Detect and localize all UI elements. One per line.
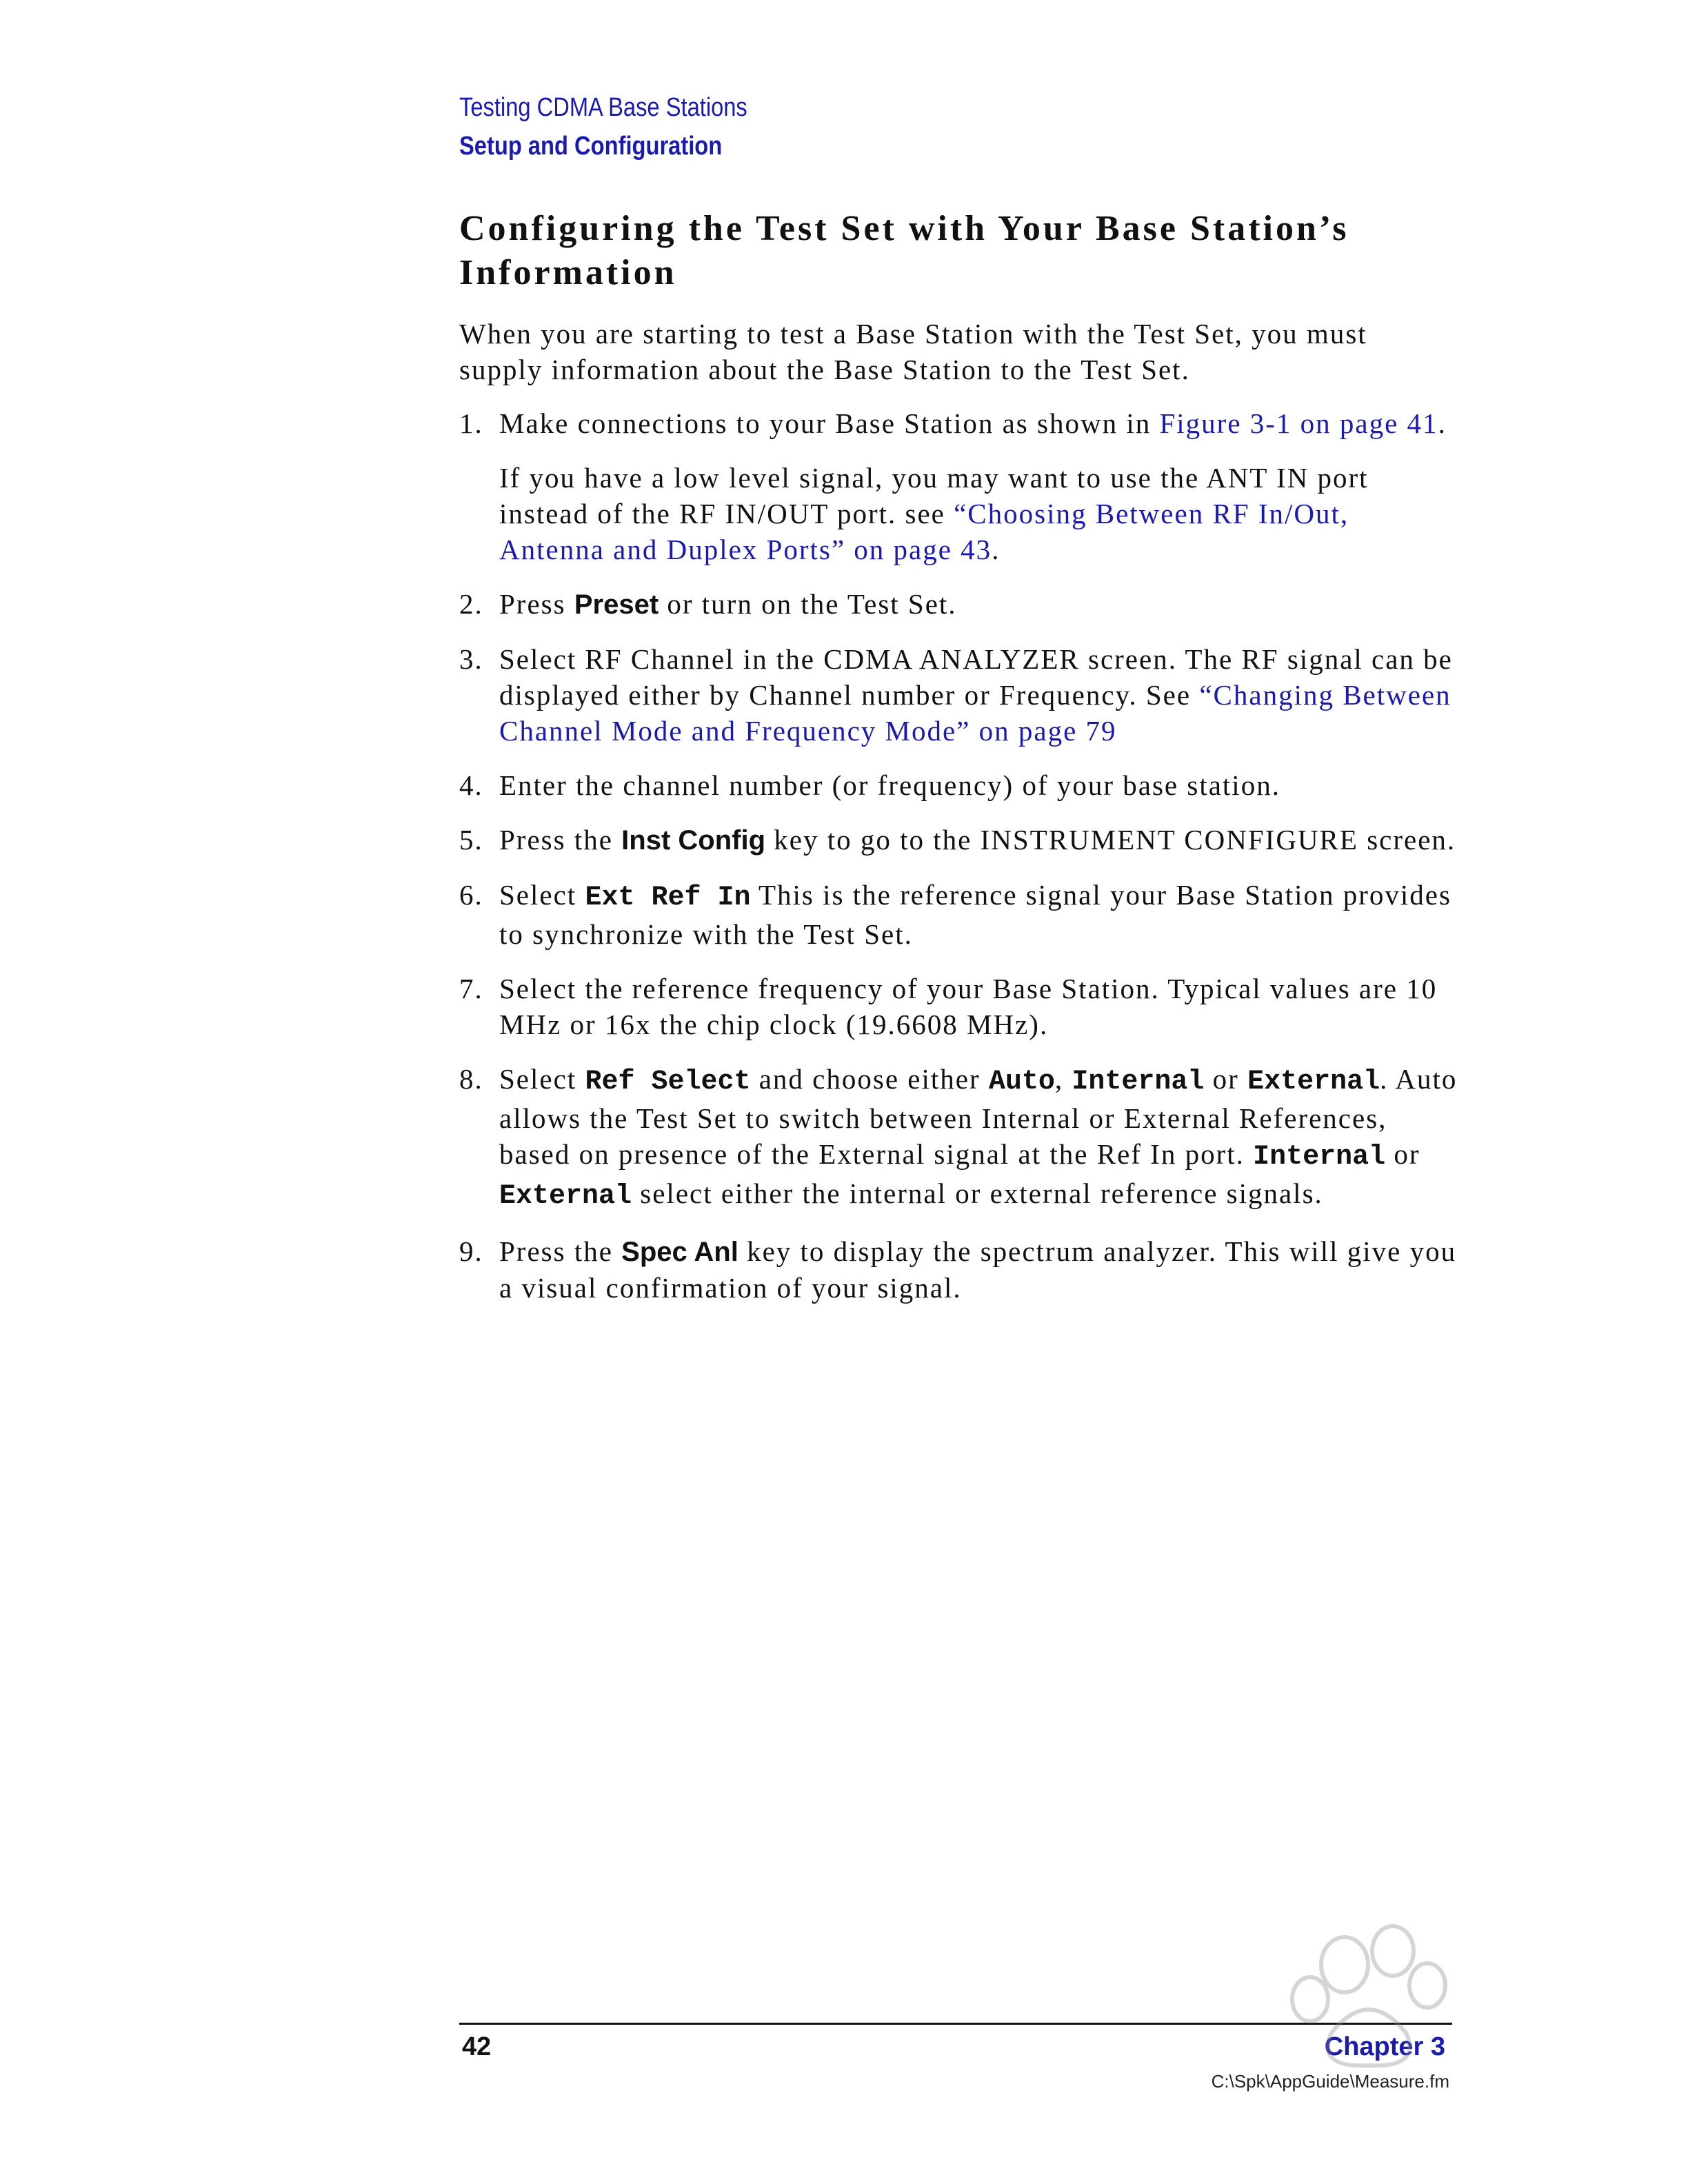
external-softkey-label: External <box>499 1181 632 1212</box>
page-number: 42 <box>462 2032 492 2061</box>
step-number: 9. <box>459 1235 483 1267</box>
step-6 <box>459 877 1459 952</box>
step-number: 4. <box>459 769 483 801</box>
step-5 <box>459 822 1459 858</box>
step-text: Select <box>499 879 585 911</box>
step-2 <box>459 586 1459 623</box>
intro-paragraph: When you are starting to test a Base Station with the Test Set, you must supply information about the Base Station to the Test Set. <box>459 318 1367 385</box>
step-number: 8. <box>459 1063 483 1095</box>
chapter-label[interactable]: Chapter 3 <box>1324 2032 1445 2061</box>
figure-cross-reference-link[interactable]: Figure 3-1 on page 41 <box>1159 407 1438 439</box>
step-3 <box>459 641 1459 749</box>
step-text: Press <box>499 588 574 620</box>
step-4 <box>459 767 1459 803</box>
step-text: or turn on the Test Set. <box>659 588 957 620</box>
step-text: and choose either <box>750 1063 989 1095</box>
spec-anl-key-label: Spec Anl <box>621 1237 738 1267</box>
section-title: Configuring the Test Set with Your Base Station’s Information <box>459 209 1349 292</box>
step-text: select either the internal or external reference signals. <box>632 1177 1323 1209</box>
running-head-chapter-title[interactable]: Testing CDMA Base Stations <box>459 93 747 122</box>
ref-select-softkey-label: Ref Select <box>585 1066 751 1098</box>
step-text: Select <box>499 1063 585 1095</box>
source-file-path: C:\Spk\AppGuide\Measure.fm <box>1211 2071 1449 2092</box>
step-number: 2. <box>459 588 483 620</box>
internal-softkey-label: Internal <box>1072 1066 1205 1098</box>
running-head <box>459 88 747 165</box>
step-text: Press the <box>499 824 622 856</box>
step-text: This is the reference signal your Base Station provides to synchronize with the Test Set. <box>499 879 1451 950</box>
step-9 <box>459 1233 1459 1306</box>
step-text: Enter the channel number (or frequency) of your base station. <box>499 769 1280 801</box>
step-note <box>499 460 1459 567</box>
footer-divider <box>459 2023 1452 2025</box>
channel-mode-cross-reference-link[interactable]: “Changing Between Channel Mode and Frequency Mode” on page 79 <box>499 679 1451 747</box>
ext-ref-in-softkey-label: Ext Ref In <box>585 882 751 913</box>
step-text: Make connections to your Base Station as shown in <box>499 407 1160 439</box>
step-text: or <box>1204 1063 1248 1095</box>
paw-watermark-icon <box>1172 1903 1586 2096</box>
step-text: key to go to the INSTRUMENT CONFIGURE screen. <box>765 824 1456 856</box>
step-number: 5. <box>459 824 483 856</box>
step-text: Select RF Channel in the CDMA ANALYZER screen. The RF signal can be displayed either by Channel number or Frequency. See <box>499 643 1453 711</box>
external-softkey-label: External <box>1247 1066 1380 1098</box>
step-text: Select the reference frequency of your Base Station. Typical values are 10 MHz or 16x the chip clock (19.6608 MHz). <box>499 973 1438 1040</box>
procedure-steps <box>459 405 1459 1306</box>
step-text: . <box>1438 407 1447 439</box>
step-8 <box>459 1061 1459 1215</box>
step-text: key to display the spectrum analyzer. This will give you a visual confirmation of your signal. <box>499 1235 1457 1304</box>
step-number: 1. <box>459 407 483 439</box>
step-number: 7. <box>459 973 483 1004</box>
step-number: 6. <box>459 879 483 911</box>
step-text: , <box>1054 1063 1072 1095</box>
step-text: Press the <box>499 1235 622 1267</box>
preset-key-label: Preset <box>574 589 659 620</box>
ports-cross-reference-link[interactable]: “Choosing Between RF In/Out, Antenna and Duplex Ports” on page 43 <box>499 498 1349 565</box>
inst-config-key-label: Inst Config <box>621 825 766 856</box>
step-text: or <box>1385 1138 1420 1170</box>
internal-softkey-label: Internal <box>1253 1142 1386 1173</box>
step-note-text: . <box>992 534 1001 565</box>
main-content <box>459 207 1459 1324</box>
auto-softkey-label: Auto <box>988 1066 1055 1098</box>
step-note-text: If you have a low level signal, you may want to use the ANT IN port instead of the RF IN/OUT port. see <box>499 462 1369 529</box>
step-number: 3. <box>459 643 483 675</box>
step-1 <box>459 405 1459 567</box>
step-text: . Auto allows the Test Set to switch between Internal or External References, based on presence of the External signal at the Ref In port. <box>499 1063 1458 1170</box>
running-head-section-title[interactable]: Setup and Configuration <box>459 132 723 161</box>
step-7 <box>459 971 1459 1042</box>
